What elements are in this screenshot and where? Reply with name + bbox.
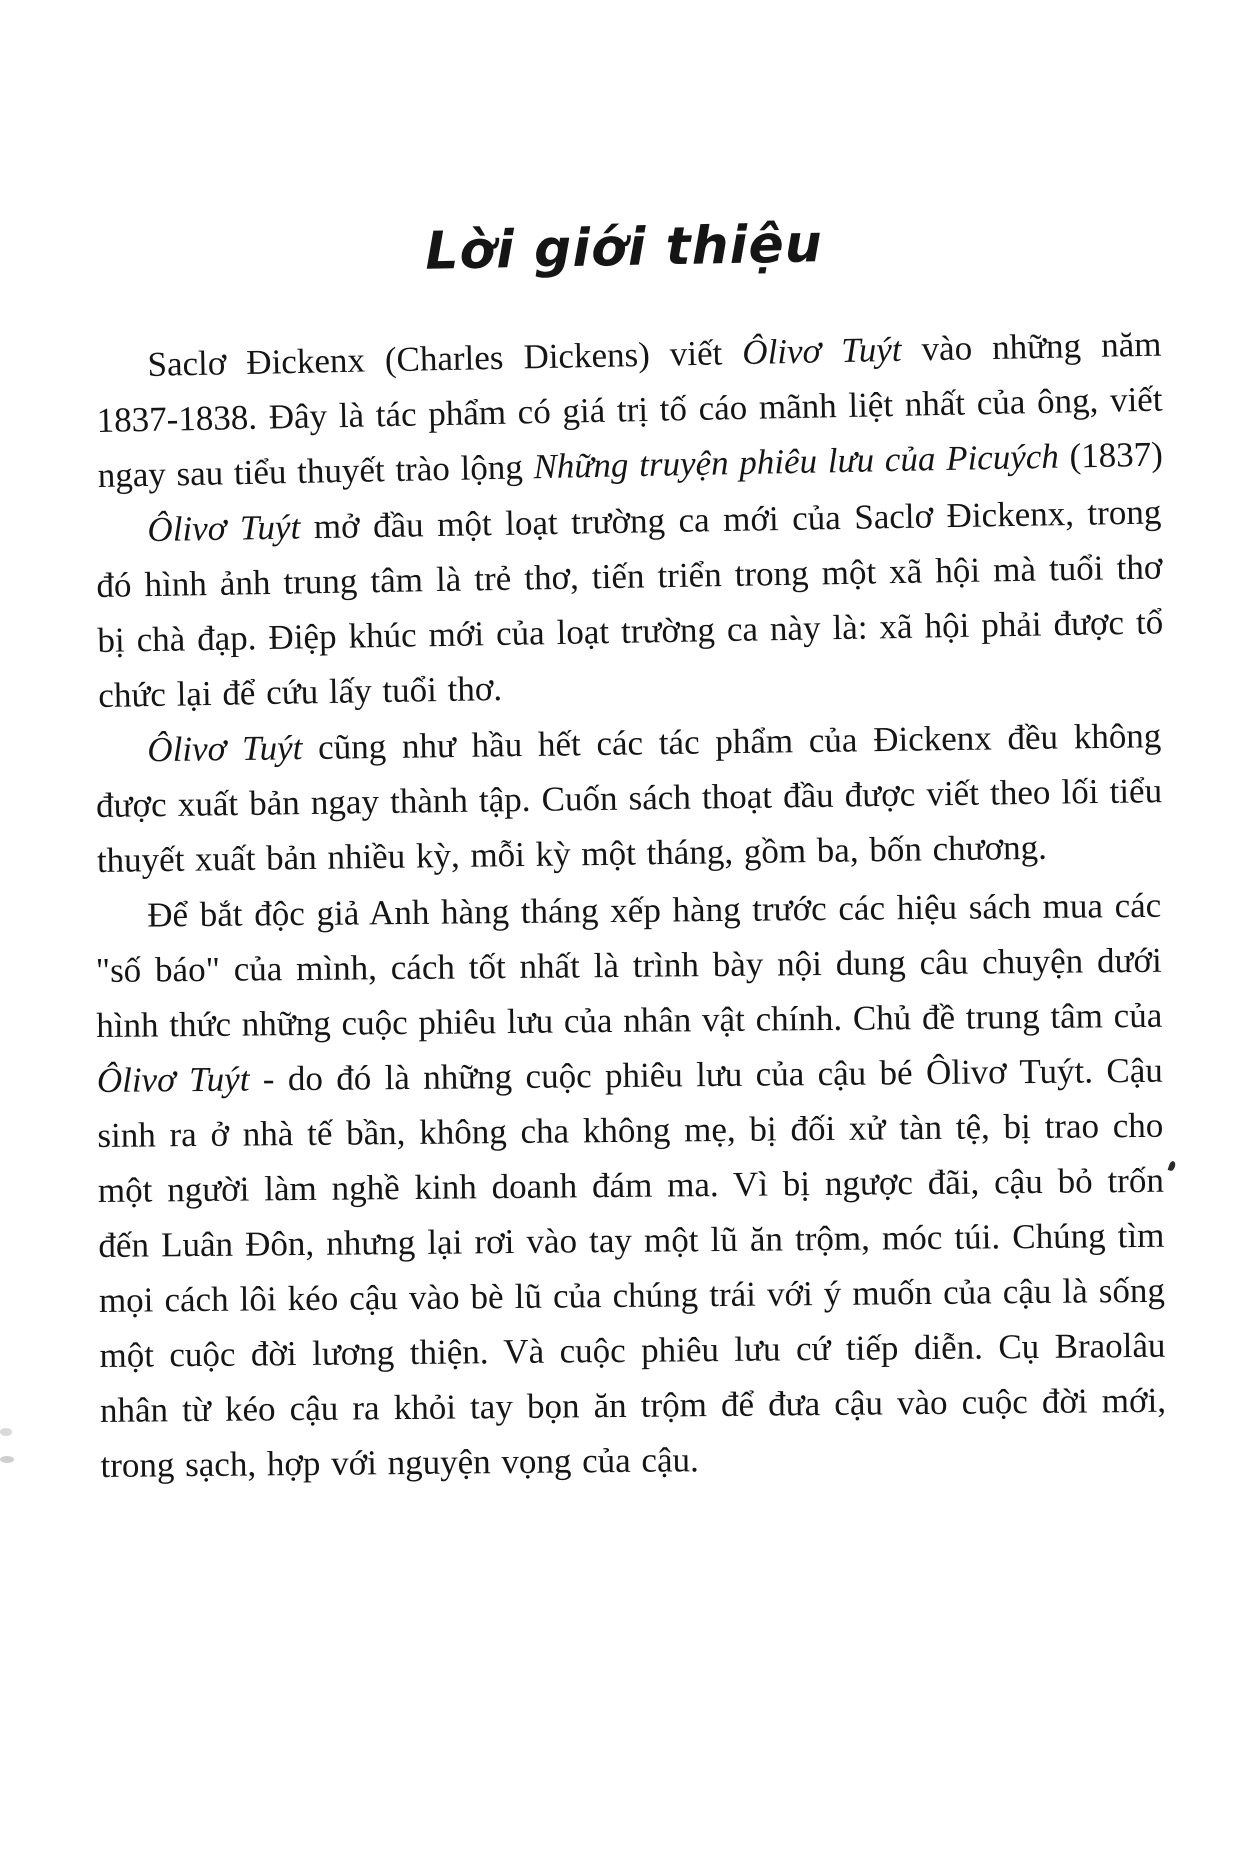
text-run: cũng như hầu hết các tác phẩm của Đickenx đều không được xuất bản ngay thành tập. Cuốn sách thoạt đầu được viết theo lối tiểu thuyết xuất bản nhiều kỳ, mỗi kỳ một tháng, gồm ba, bốn chương. — [95, 716, 1163, 880]
text-run: Ôlivơ Tuýt — [741, 329, 902, 373]
text-run: Ôlivơ Tuýt — [147, 728, 303, 770]
text-run: Những truyện phiêu lưu của Picuých — [533, 436, 1060, 487]
text-run: - do đó là những cuộc phiêu lưu của cậu bé Ôlivơ Tuýt. Cậu sinh ra ở nhà tế bần, không cha không mẹ, bị đối xử tàn tệ, bị trao cho một người làm nghề kinh doanh đám ma. Vì bị ngược đãi, cậu bỏ trốn đến Luân Đôn, nhưng lại rơi vào tay một lũ ăn trộm, móc túi. Chúng tìm mọi cách lôi kéo cậu vào bè lũ của chúng trái với ý muốn của cậu là sống một cuộc đời lương thiện. Và cuộc phiêu lưu cứ tiếp diễn. Cụ Braolâu nhân từ kéo cậu ra khỏi tay bọn ăn trộm để đưa cậu vào cuộc đời mới, trong sạch, hợp với nguyện vọng của cậu. — [97, 1050, 1167, 1485]
text-run: (1837) — [1058, 434, 1164, 476]
page-title: Lời giới thiệu — [424, 214, 824, 282]
paragraph — [95, 708, 1163, 888]
scan-speck-icon — [0, 1428, 12, 1436]
paragraph — [95, 878, 1167, 1493]
body-text — [95, 324, 1167, 1493]
text-run: Ôlivơ Tuýt — [96, 1059, 250, 1100]
paragraph — [95, 317, 1164, 503]
paragraph — [95, 484, 1165, 723]
text-run: Ôlivơ Tuýt — [147, 507, 301, 550]
text-run: mở đầu một loạt trường ca mới của Saclơ Đickenx, trong đó hình ảnh trung tâm là trẻ thơ, tiến triển trong một xã hội mà tuổi thơ bị chà đạp. Điệp khúc mới của loạt trường ca này là: xã hội phải được tổ chức lại để cứu lấy tuổi thơ. — [96, 492, 1164, 715]
text-run: Để bắt độc giả Anh hàng tháng xếp hàng trước các hiệu sách mua các "số báo" của mình, cách tốt nhất là trình bày nội dung câu chuyện dưới hình thức những cuộc phiêu lưu của nhân vật chính. Chủ đề trung tâm của — [95, 885, 1163, 1045]
scan-speck-icon — [1168, 1160, 1177, 1171]
text-run: vào những năm 1837-1838. Đây là tác phẩm có giá trị tố cáo mãnh liệt nhất của ông, viết ngay sau tiểu thuyết trào lộng — [96, 324, 1163, 495]
text-run: Saclơ Đickenx (Charles Dickens) viết — [147, 333, 743, 384]
scan-speck-icon — [0, 1456, 14, 1463]
